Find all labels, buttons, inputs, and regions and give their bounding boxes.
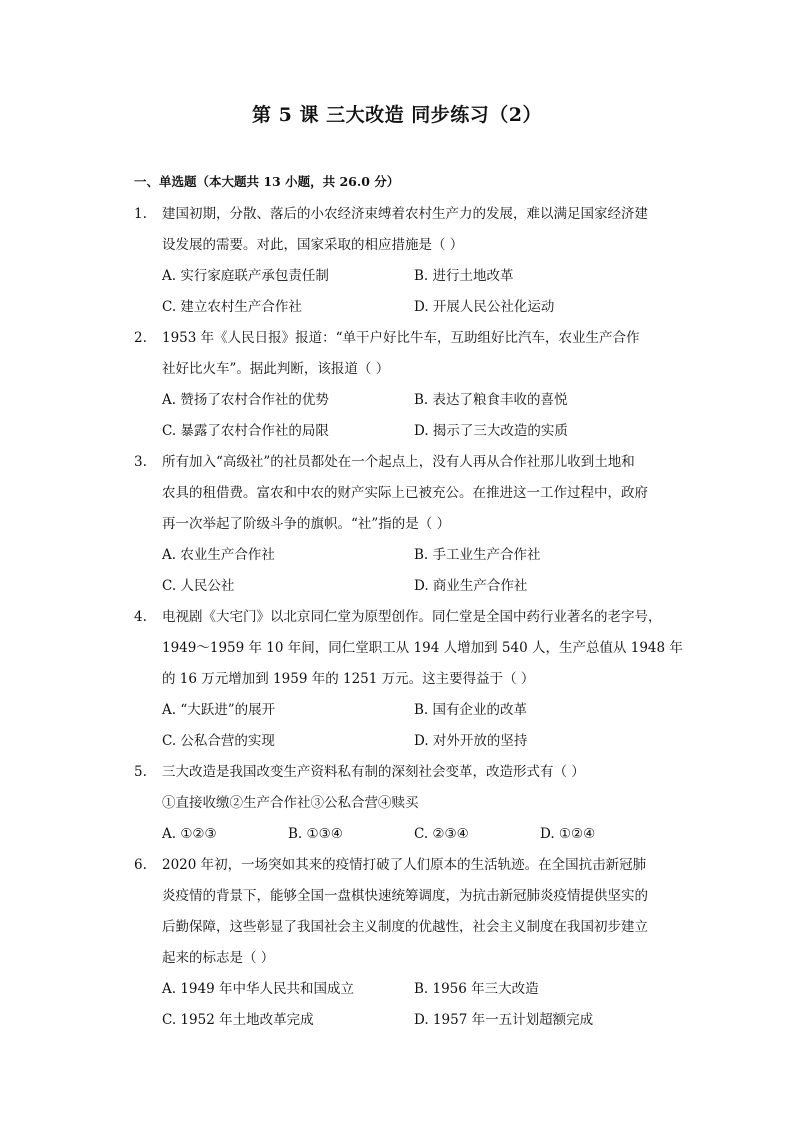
- question-number: 5.: [134, 764, 147, 780]
- option-a: A. “大跃进”的展开: [162, 702, 276, 718]
- options-grid: [162, 385, 664, 447]
- option-c: C. ②③④: [414, 826, 469, 842]
- stem-line: 后勤保障，这些彰显了我国社会主义制度的优越性，社会主义制度在我国初步建立: [162, 919, 648, 935]
- options-grid: [162, 261, 664, 323]
- stem-line: 1953 年《人民日报》报道：“单干户好比牛车，互助组好比汽车，农业生产合作: [162, 330, 640, 346]
- question-list: [134, 199, 683, 1036]
- option-a: A. ①②③: [162, 826, 217, 842]
- question-stem: [162, 323, 664, 385]
- question-number: 4.: [134, 609, 147, 625]
- question-4: [134, 602, 683, 757]
- option-d: D. 对外开放的坚持: [414, 733, 528, 749]
- option-c: C. 暴露了农村合作社的局限: [162, 423, 329, 439]
- question-number: 3.: [134, 454, 147, 470]
- question-6: [134, 850, 664, 1036]
- question-3: [134, 447, 664, 602]
- question-number: 1.: [134, 206, 147, 222]
- stem-line: 建国初期，分散、落后的小农经济束缚着农村生产力的发展，难以满足国家经济建: [162, 206, 648, 222]
- question-stem: [162, 602, 683, 695]
- stem-line: 起来的标志是（ ）: [162, 950, 275, 966]
- option-c: C. 1952 年土地改革完成: [162, 1012, 314, 1028]
- question-stem: [162, 757, 664, 819]
- question-1: [134, 199, 664, 323]
- stem-line: 炎疫情的背景下，能够全国一盘棋快速统筹调度，为抗击新冠肺炎疫情提供坚实的: [162, 888, 648, 904]
- question-2: [134, 323, 664, 447]
- option-b: B. 表达了粮食丰收的喜悦: [414, 392, 568, 408]
- options-row: [162, 819, 664, 850]
- option-d: D. 开展人民公社化运动: [414, 299, 555, 315]
- section-heading: 一、单选题（本大题共 13 小题，共 26.0 分）: [134, 174, 400, 189]
- question-stem: [162, 199, 664, 261]
- options-grid: [162, 974, 664, 1036]
- stem-line: 再一次举起了阶级斗争的旗帜。“社”指的是（ ）: [162, 516, 451, 532]
- option-c: C. 建立农村生产合作社: [162, 299, 302, 315]
- option-a: A. 农业生产合作社: [162, 547, 275, 563]
- stem-line: 电视剧《大宅门》以北京同仁堂为原型创作。同仁堂是全国中药行业著名的老字号，: [162, 609, 662, 625]
- stem-line: 所有加入“高级社”的社员都处在一个起点上，没有人再从合作社那儿收到土地和: [162, 454, 635, 470]
- stem-line: 1949～1959 年 10 年间，同仁堂职工从 194 人增加到 540 人，生产总值从 1948 年: [162, 640, 683, 656]
- option-b: B. ①③④: [288, 826, 343, 842]
- option-a: A. 实行家庭联产承包责任制: [162, 268, 329, 284]
- stem-line: 三大改造是我国改变生产资料私有制的深刻社会变革，改造形式有（ ）: [162, 764, 585, 780]
- options-grid: [162, 540, 664, 602]
- option-b: B. 国有企业的改革: [414, 702, 528, 718]
- option-d: D. 1957 年一五计划超额完成: [414, 1012, 594, 1028]
- question-5: [134, 757, 664, 850]
- options-grid: [162, 695, 664, 757]
- stem-line: 设发展的需要。对此，国家采取的相应措施是（ ）: [162, 237, 464, 253]
- option-d: D. ①②④: [540, 826, 596, 842]
- question-number: 2.: [134, 330, 147, 346]
- option-a: A. 赞扬了农村合作社的优势: [162, 392, 329, 408]
- document-title: 第 5 课 三大改造 同步练习（2）: [252, 104, 542, 126]
- option-b: B. 手工业生产合作社: [414, 547, 541, 563]
- option-c: C. 人民公社: [162, 578, 235, 594]
- option-c: C. 公私合营的实现: [162, 733, 275, 749]
- option-a: A. 1949 年中华人民共和国成立: [162, 981, 354, 997]
- stem-line: 农具的租借费。富农和中农的财产实际上已被充公。在推进这一工作过程中，政府: [162, 485, 648, 501]
- stem-line: 的 16 万元增加到 1959 年的 1251 万元。这主要得益于（ ）: [162, 671, 535, 687]
- option-d: D. 商业生产合作社: [414, 578, 528, 594]
- option-b: B. 进行土地改革: [414, 268, 514, 284]
- question-stem: [162, 850, 664, 974]
- stem-line: ①直接收缴②生产合作社③公私合营④赎买: [162, 795, 419, 811]
- option-b: B. 1956 年三大改造: [414, 981, 539, 997]
- question-number: 6.: [134, 857, 147, 873]
- stem-line: 社好比火车”。据此判断，该报道（ ）: [162, 361, 390, 377]
- option-d: D. 揭示了三大改造的实质: [414, 423, 568, 439]
- stem-line: 2020 年初，一场突如其来的疫情打破了人们原本的生活轨迹。在全国抗击新冠肺: [162, 857, 647, 873]
- question-stem: [162, 447, 664, 540]
